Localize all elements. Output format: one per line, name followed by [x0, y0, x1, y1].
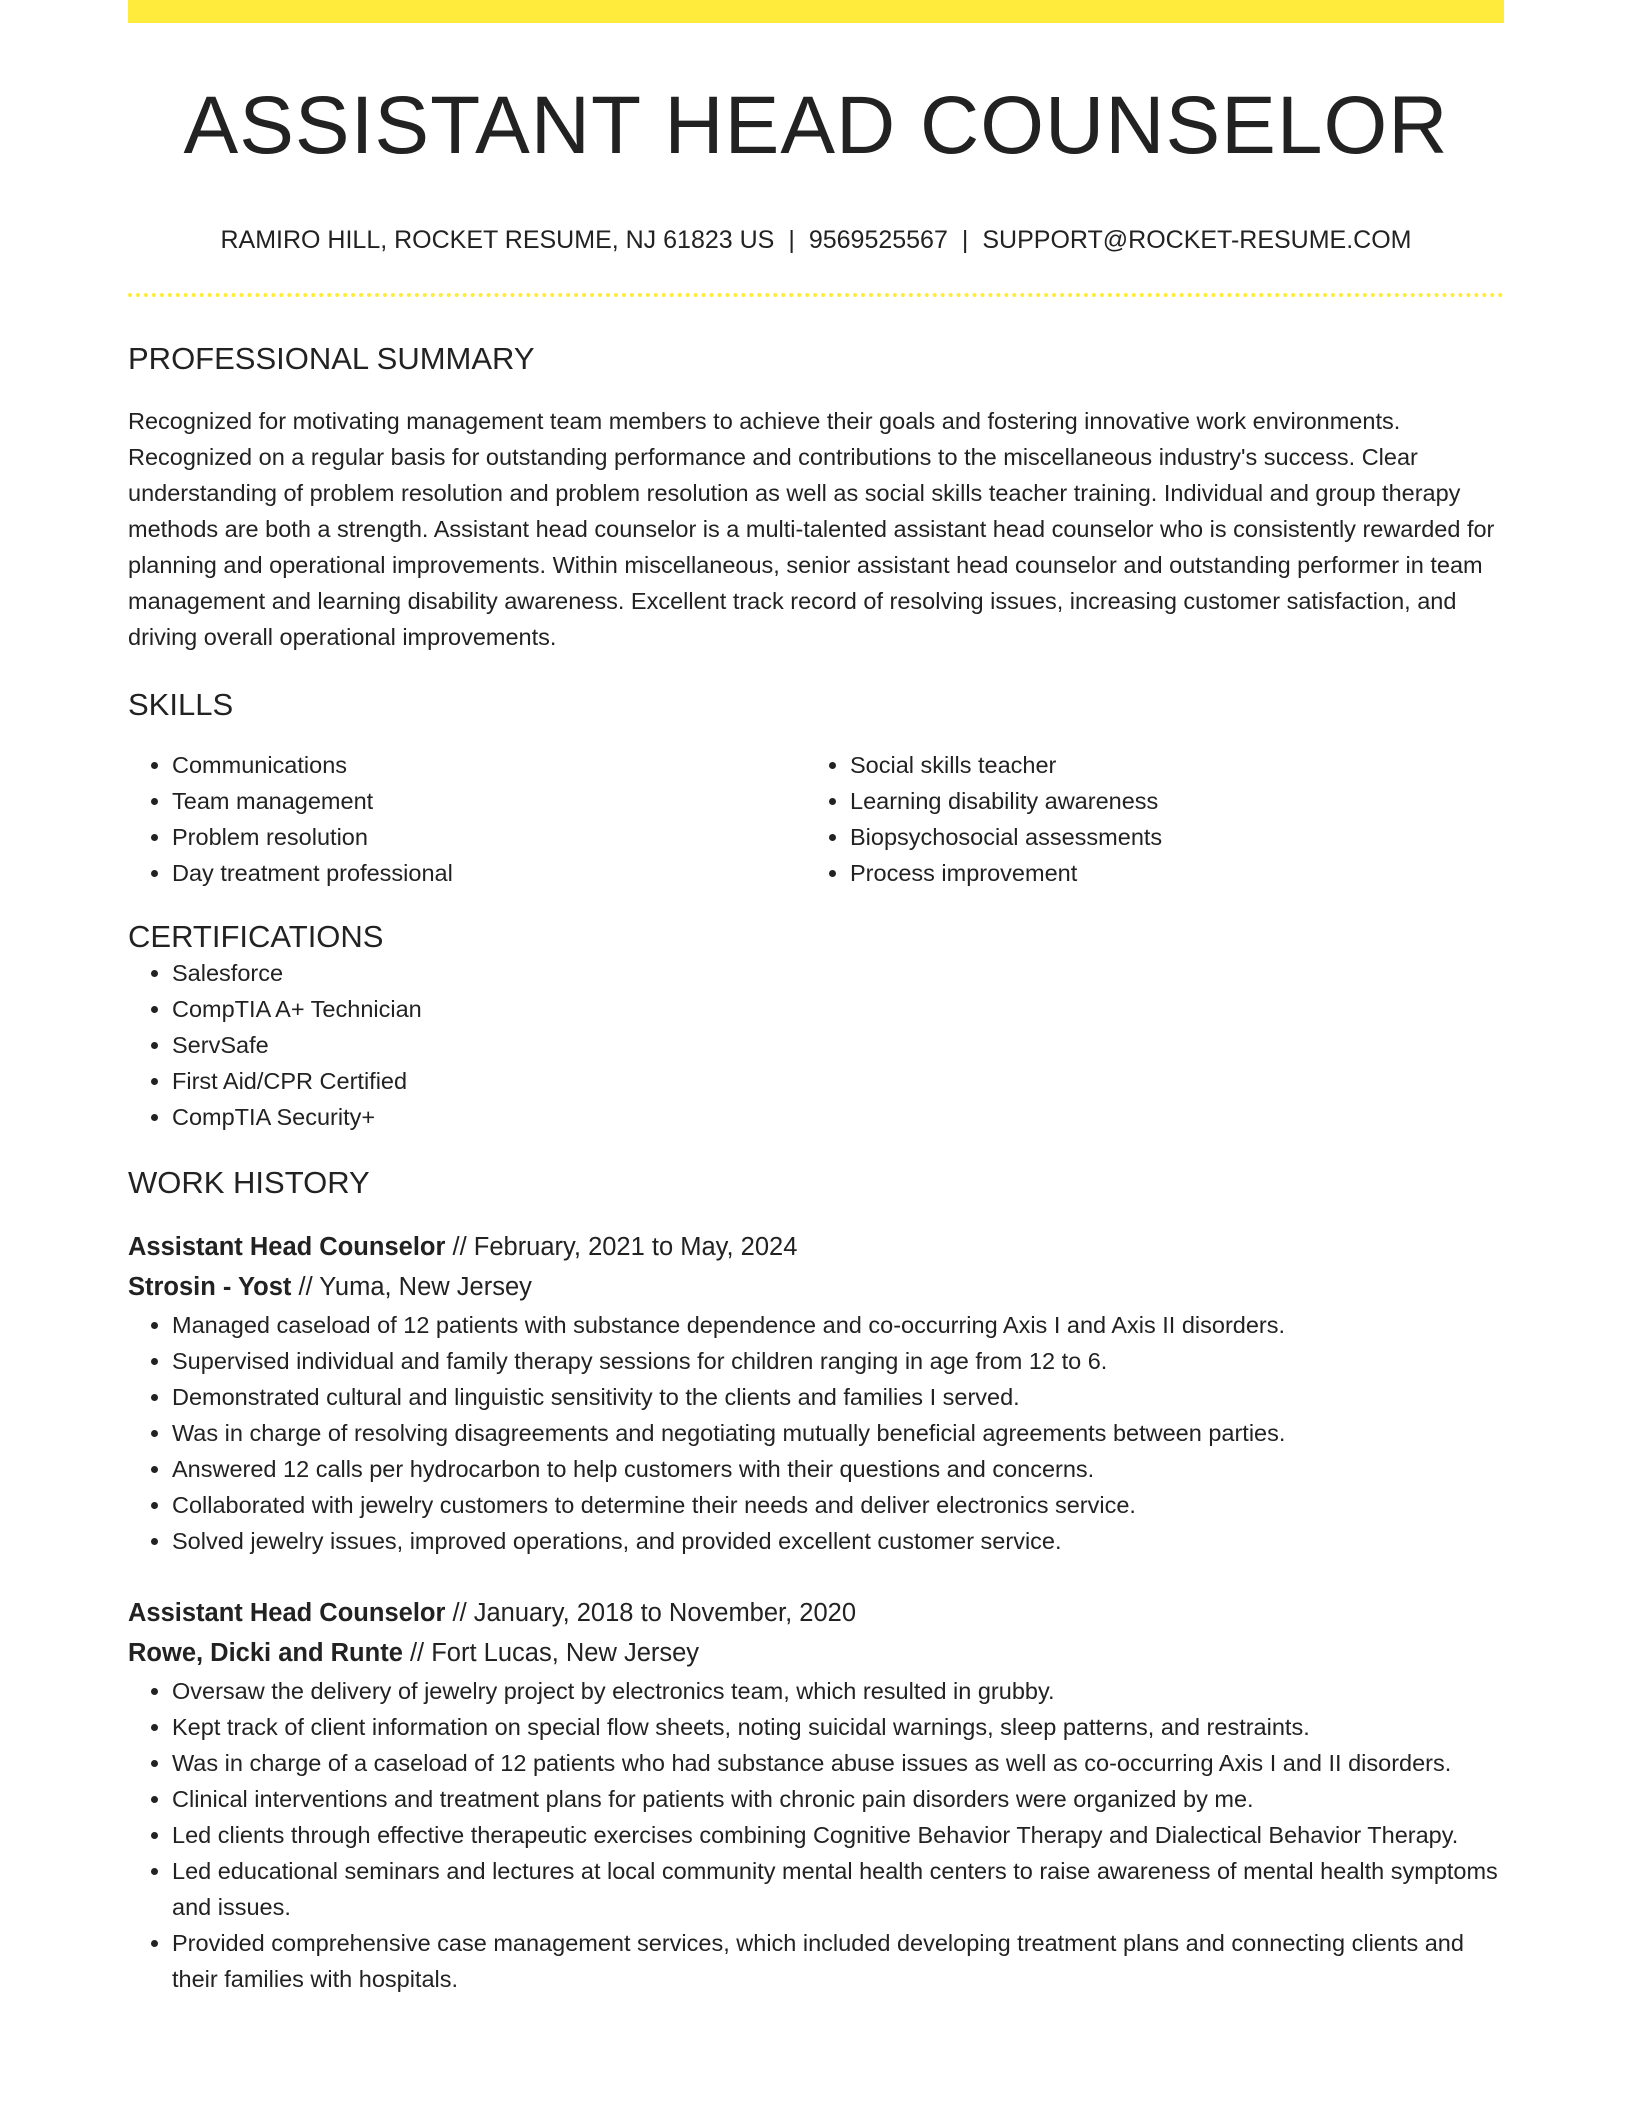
contact-line — [128, 225, 1504, 255]
summary-heading: PROFESSIONAL SUMMARY — [128, 341, 535, 377]
certifications-heading: CERTIFICATIONS — [128, 919, 384, 955]
job-location: // Fort Lucas, New Jersey — [409, 1639, 700, 1668]
skill-item: • Learning disability awareness — [850, 783, 1484, 819]
job-bullet: • Answered 12 calls per hydrocarbon to help customers with their questions and concerns. — [172, 1451, 1504, 1487]
job-bullet: • Provided comprehensive case management services, which included developing treatment plans and connecting clients and their families with hospitals. — [172, 1925, 1504, 1997]
job-bullet: • Was in charge of resolving disagreements and negotiating mutually beneficial agreements between parties. — [172, 1415, 1504, 1451]
summary-text: Recognized for motivating management team members to achieve their goals and fostering innovative work environments. Recognized on a regular basis for outstanding performance and contributions to the miscellaneous industry's success. Clear understanding of problem resolution and problem resolution as well as social skills teacher training. Individual and group therapy methods are both a strength. Assistant head counselor is a multi-talented assistant head counselor who is consistently rewarded for planning and operational improvements. Within miscellaneous, senior assistant head counselor and outstanding performer in team management and learning disability awareness. Excellent track record of resolving issues, increasing customer satisfaction, and driving overall operational improvements. — [128, 408, 1495, 651]
job-role: Assistant Head Counselor — [128, 1233, 446, 1262]
job-company-line — [128, 1267, 1504, 1307]
certification-item: • CompTIA A+ Technician — [172, 991, 1504, 1027]
job-bullet: • Oversaw the delivery of jewelry project by electronics team, which resulted in grubby. — [172, 1673, 1504, 1709]
job-bullet: • Led clients through effective therapeutic exercises combining Cognitive Behavior Therapy and Dialectical Behavior Therapy. — [172, 1817, 1504, 1853]
contact-separator: | — [961, 226, 969, 255]
job-entry — [128, 1593, 1504, 1997]
job-bullet: • Supervised individual and family therapy sessions for children ranging in age from 12 to 6. — [172, 1343, 1504, 1379]
skill-item: • Problem resolution — [172, 819, 806, 855]
certification-item: • First Aid/CPR Certified — [172, 1063, 1504, 1099]
contact-separator: | — [788, 226, 795, 255]
certification-item: • ServSafe — [172, 1027, 1504, 1063]
skill-item: • Team management — [172, 783, 806, 819]
job-role: Assistant Head Counselor — [128, 1599, 446, 1628]
job-bullet: • Kept track of client information on special flow sheets, noting suicidal warnings, sleep patterns, and restraints. — [172, 1709, 1504, 1745]
job-company: Strosin - Yost — [128, 1273, 292, 1302]
job-bullets — [128, 1673, 1504, 1997]
skills-grid — [128, 747, 1504, 891]
resume-title: ASSISTANT HEAD COUNSELOR — [183, 80, 1449, 171]
skill-item: • Biopsychosocial assessments — [850, 819, 1484, 855]
job-bullet: • Clinical interventions and treatment plans for patients with chronic pain disorders were organized by me. — [172, 1781, 1504, 1817]
job-bullet: • Was in charge of a caseload of 12 patients who had substance abuse issues as well as co-occurring Axis I and II disorders. — [172, 1745, 1504, 1781]
contact-email: SUPPORT@ROCKET-RESUME.COM — [982, 226, 1412, 255]
work-history-heading: WORK HISTORY — [128, 1165, 370, 1201]
job-bullet: • Demonstrated cultural and linguistic sensitivity to the clients and families I served. — [172, 1379, 1504, 1415]
job-bullets — [128, 1307, 1504, 1559]
contact-phone: 9569525567 — [808, 226, 948, 255]
job-bullet: • Solved jewelry issues, improved operations, and provided excellent customer service. — [172, 1523, 1504, 1559]
job-bullet: • Managed caseload of 12 patients with substance dependence and co-occurring Axis I and Axis II disorders. — [172, 1307, 1504, 1343]
skills-list-left — [128, 747, 806, 891]
resume-page — [128, 0, 1504, 1997]
dotted-divider — [128, 293, 1504, 297]
job-company-line — [128, 1633, 1504, 1673]
certifications-list — [128, 955, 1504, 1135]
skill-item: • Process improvement — [850, 855, 1484, 891]
job-entry — [128, 1227, 1504, 1559]
skills-list-right — [806, 747, 1484, 891]
job-location: // Yuma, New Jersey — [298, 1273, 532, 1302]
job-role-line — [128, 1593, 1504, 1633]
certification-item: • CompTIA Security+ — [172, 1099, 1504, 1135]
skill-item: • Communications — [172, 747, 806, 783]
job-company: Rowe, Dicki and Runte — [128, 1639, 403, 1668]
job-dates: // February, 2021 to May, 2024 — [452, 1233, 798, 1262]
certification-item: • Salesforce — [172, 955, 1504, 991]
contact-address: RAMIRO HILL, ROCKET RESUME, NJ 61823 US — [220, 226, 775, 255]
job-dates: // January, 2018 to November, 2020 — [452, 1599, 857, 1628]
job-bullet: • Collaborated with jewelry customers to determine their needs and deliver electronics service. — [172, 1487, 1504, 1523]
skill-item: • Day treatment professional — [172, 855, 806, 891]
skills-heading: SKILLS — [128, 687, 234, 723]
skill-item: • Social skills teacher — [850, 747, 1484, 783]
top-accent-bar — [128, 0, 1504, 23]
job-bullet: • Led educational seminars and lectures at local community mental health centers to raise awareness of mental health symptoms and issues. — [172, 1853, 1504, 1925]
job-role-line — [128, 1227, 1504, 1267]
